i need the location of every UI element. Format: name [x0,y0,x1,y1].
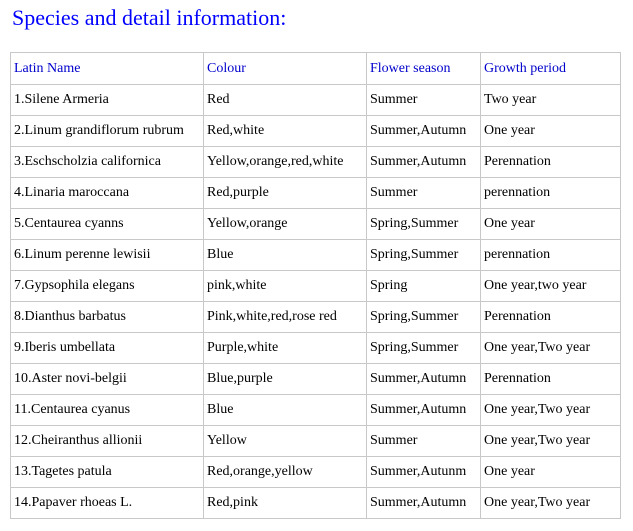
colour-cell: Red,white [204,116,367,147]
header-row [11,53,621,85]
table-row [11,271,621,302]
flower-season-cell: Summer,Autumn [367,488,481,519]
latin-name-cell: 11.Centaurea cyanus [11,395,204,426]
header-flower-season: Flower season [367,53,481,85]
table-row [11,395,621,426]
table-row [11,116,621,147]
page-title: Species and detail information: [12,5,287,30]
growth-period-cell: One year,two year [481,271,621,302]
table-row [11,302,621,333]
latin-name-cell: 4.Linaria maroccana [11,178,204,209]
species-table [10,52,621,519]
latin-name-cell: 10.Aster novi-belgii [11,364,204,395]
flower-season-cell: Summer [367,178,481,209]
colour-cell: Blue [204,240,367,271]
growth-period-cell: One year,Two year [481,395,621,426]
table-row [11,457,621,488]
flower-season-cell: Spring [367,271,481,302]
flower-season-cell: Summer [367,85,481,116]
growth-period-cell: One year,Two year [481,333,621,364]
colour-cell: Blue [204,395,367,426]
latin-name-cell: 8.Dianthus barbatus [11,302,204,333]
flower-season-cell: Summer,Autunm [367,457,481,488]
header-colour: Colour [204,53,367,85]
table-row [11,178,621,209]
table-row [11,240,621,271]
colour-cell: Yellow,orange,red,white [204,147,367,178]
colour-cell: Red,purple [204,178,367,209]
growth-period-cell: One year [481,116,621,147]
growth-period-cell: Perennation [481,147,621,178]
latin-name-cell: 9.Iberis umbellata [11,333,204,364]
growth-period-cell: Perennation [481,302,621,333]
latin-name-cell: 6.Linum perenne lewisii [11,240,204,271]
table-row [11,85,621,116]
colour-cell: Blue,purple [204,364,367,395]
flower-season-cell: Spring,Summer [367,209,481,240]
table-row [11,364,621,395]
flower-season-cell: Summer,Autumn [367,395,481,426]
growth-period-cell: perennation [481,178,621,209]
growth-period-cell: Perennation [481,364,621,395]
colour-cell: Red [204,85,367,116]
colour-cell: Pink,white,red,rose red [204,302,367,333]
latin-name-cell: 12.Cheiranthus allionii [11,426,204,457]
flower-season-cell: Spring,Summer [367,240,481,271]
growth-period-cell: One year [481,209,621,240]
flower-season-cell: Spring,Summer [367,302,481,333]
header-growth-period: Growth period [481,53,621,85]
table-row [11,488,621,519]
growth-period-cell: One year,Two year [481,488,621,519]
flower-season-cell: Summer,Autumn [367,147,481,178]
growth-period-cell: perennation [481,240,621,271]
colour-cell: Red,pink [204,488,367,519]
flower-season-cell: Spring,Summer [367,333,481,364]
colour-cell: Purple,white [204,333,367,364]
latin-name-cell: 3.Eschscholzia californica [11,147,204,178]
latin-name-cell: 13.Tagetes patula [11,457,204,488]
colour-cell: Red,orange,yellow [204,457,367,488]
latin-name-cell: 1.Silene Armeria [11,85,204,116]
growth-period-cell: One year,Two year [481,426,621,457]
latin-name-cell: 14.Papaver rhoeas L. [11,488,204,519]
colour-cell: Yellow [204,426,367,457]
flower-season-cell: Summer,Autumn [367,364,481,395]
colour-cell: Yellow,orange [204,209,367,240]
table-row [11,209,621,240]
table-row [11,333,621,364]
colour-cell: pink,white [204,271,367,302]
growth-period-cell: One year [481,457,621,488]
flower-season-cell: Summer [367,426,481,457]
latin-name-cell: 5.Centaurea cyanns [11,209,204,240]
header-latin-name: Latin Name [11,53,204,85]
table-row [11,426,621,457]
latin-name-cell: 7.Gypsophila elegans [11,271,204,302]
flower-season-cell: Summer,Autumn [367,116,481,147]
growth-period-cell: Two year [481,85,621,116]
table-row [11,147,621,178]
latin-name-cell: 2.Linum grandiflorum rubrum [11,116,204,147]
